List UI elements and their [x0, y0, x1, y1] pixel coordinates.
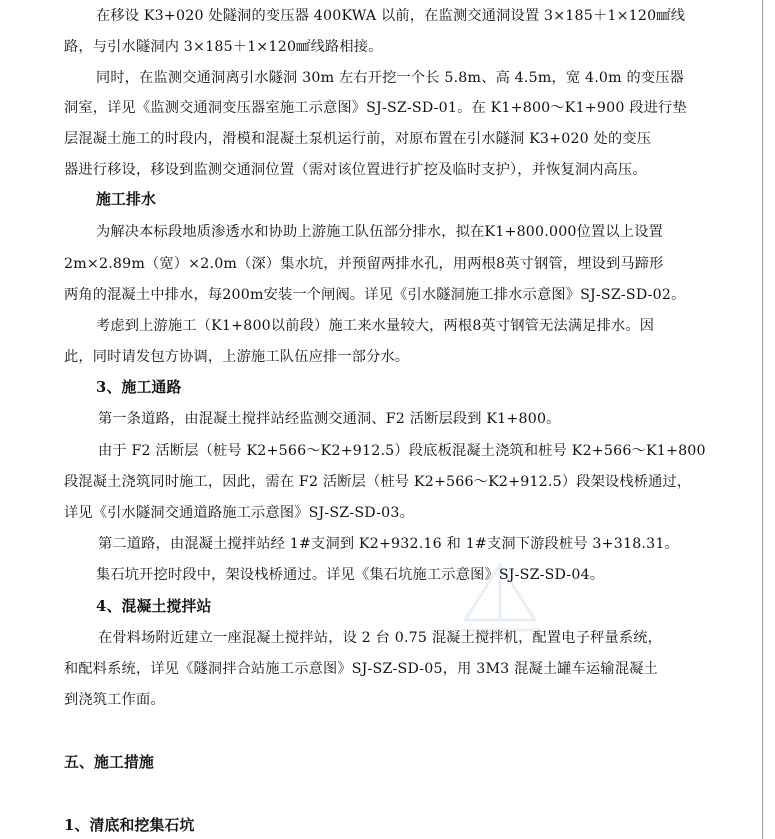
paragraph-line: 集石坑开挖时段中，架设栈桥通过。详见《集石坑施工示意图》SJ-SZ-SD-04。: [96, 567, 605, 583]
paragraph-line: 段混凝土浇筑同时施工，因此，需在 F2 活断层（桩号 K2+566～K2+912.5）段架设栈桥通过，: [64, 474, 692, 490]
paragraph-line: 第一条道路，由混凝土搅拌站经监测交通洞、F2 活断层段到 K1+800。: [98, 411, 561, 427]
paragraph-line: 由于 F2 活断层（桩号 K2+566～K2+912.5）段底板混凝土浇筑和桩号 K2+566～K1+800: [98, 443, 706, 459]
section-heading-drainage: 施工排水: [96, 191, 156, 208]
chapter-heading-measures: 五、施工措施: [64, 754, 154, 771]
paragraph-line: 在骨料场附近建立一座混凝土搅拌站，设 2 台 0.75 混凝土搅拌机，配置电子秤量系统，: [98, 630, 663, 646]
paragraph-line: 到浇筑工作面。: [64, 692, 165, 708]
paragraph-line: 层混凝土施工的时段内，滑模和混凝土泵机运行前，对原布置在引水隧洞 K3+020 处的变压: [64, 131, 652, 147]
paragraph-line: 器进行移设，移设到监测交通洞位置（需对该位置进行扩挖及临时支护），并恢复洞内高压。: [64, 162, 647, 178]
paragraph-line: 路，与引水隧洞内 3×185＋1×120㎟线路相接。: [64, 39, 383, 55]
paragraph-line: 详见《引水隧洞交通道路施工示意图》SJ-SZ-SD-03。: [64, 505, 414, 521]
paragraph-line: 第二道路，由混凝土搅拌站经 1#支洞到 K2+932.16 和 1#支洞下游段桩号 3+318.31。: [98, 536, 679, 552]
paragraph-line: 2m×2.89m（宽）×2.0m（深）集水坑，并预留两排水孔，用两根8英寸钢管，埋设到马蹄形: [64, 256, 664, 272]
section-heading-mixing-station: 4、混凝土搅拌站: [96, 598, 212, 615]
paragraph-line: 考虑到上游施工（K1+800以前段）施工来水量较大，两根8英寸钢管无法满足排水。因: [96, 318, 655, 334]
paragraph-line: 两角的混凝土中排水，每200m安装一个闸阀。详见《引水隧洞施工排水示意图》SJ-SZ-SD-02。: [64, 287, 686, 303]
paragraph-line: 此，同时请发包方协调，上游施工队伍应排一部分水。: [64, 349, 410, 365]
section-heading-clearing: 1、清底和挖集石坑: [64, 817, 195, 834]
paragraph-line: 在移设 K3+020 处隧洞的变压器 400KWA 以前，在监测交通洞设置 3×185＋1×120㎟线: [96, 8, 686, 24]
paragraph-line: 和配料系统，详见《隧洞拌合站施工示意图》SJ-SZ-SD-05，用 3M3 混凝土罐车运输混凝土: [64, 661, 658, 677]
section-heading-roads: 3、施工通路: [96, 379, 182, 396]
page-edge-divider: [762, 0, 763, 839]
paragraph-line: 洞室，详见《监测交通洞变压器室施工示意图》SJ-SZ-SD-01。在 K1+800～K1+900 段进行垫: [64, 100, 687, 116]
paragraph-line: 为解决本标段地质渗透水和协助上游施工队伍部分排水，拟在K1+800.000位置以上设置: [96, 224, 663, 240]
paragraph-line: 同时，在监测交通洞离引水隧洞 30m 左右开挖一个长 5.8m、高 4.5m，宽 4.0m 的变压器: [96, 70, 685, 86]
